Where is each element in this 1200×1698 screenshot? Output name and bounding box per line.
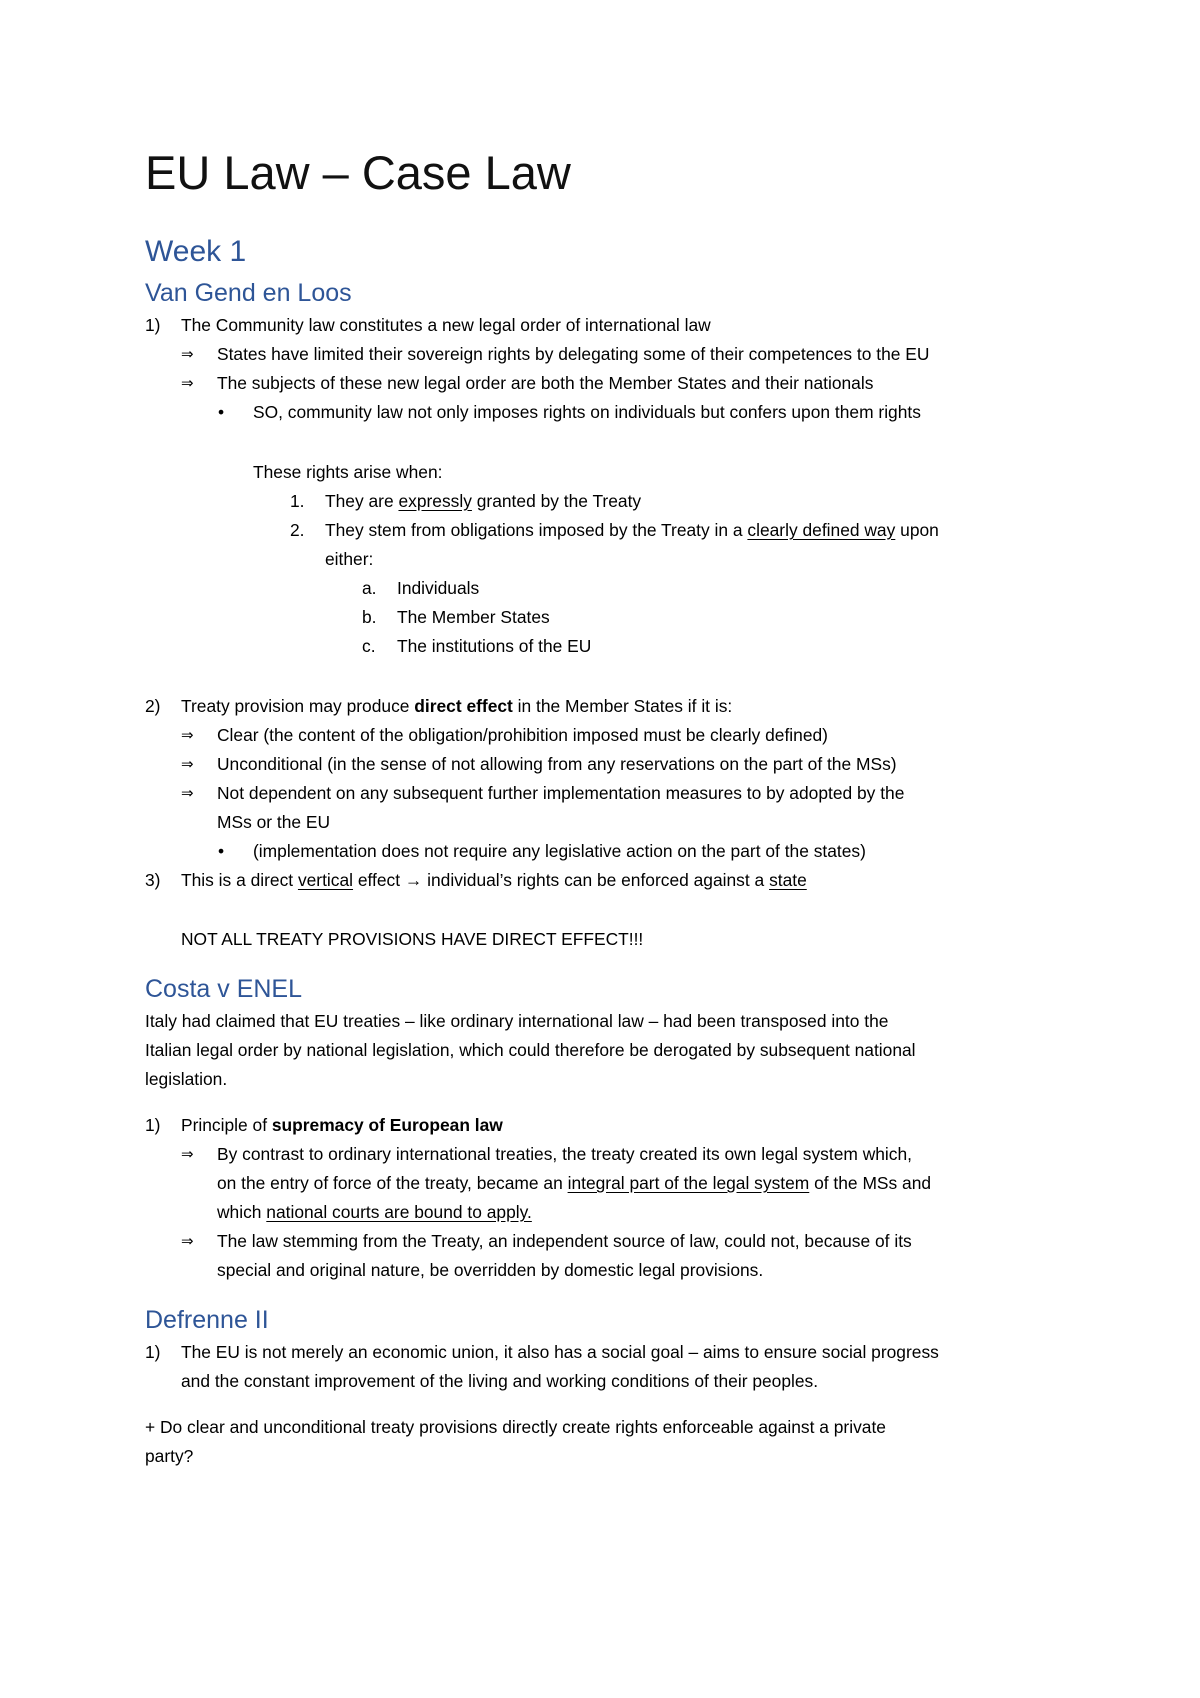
list-item-continuation: which national courts are bound to apply. <box>217 1202 532 1222</box>
arrow-icon: ⇒ <box>181 756 194 773</box>
list-item-continuation: on the entry of force of the treaty, became an integral part of the legal system of the MSs and <box>217 1173 932 1193</box>
list-item-continuation: and the constant improvement of the living and working conditions of their peoples. <box>181 1371 819 1391</box>
rights-intro: These rights arise when: <box>253 462 443 482</box>
arrow-icon: ⇒ <box>181 346 194 363</box>
arrow-icon: ⇒ <box>181 727 194 744</box>
paragraph-line: party? <box>145 1446 194 1466</box>
case-heading-van-gend: Van Gend en Loos <box>145 279 352 307</box>
list-item-continuation: MSs or the EU <box>217 812 331 832</box>
case-heading-costa: Costa v ENEL <box>145 975 303 1003</box>
document-title: EU Law – Case Law <box>145 146 571 199</box>
arrow-icon: ⇒ <box>181 375 194 392</box>
paragraph-line: + Do clear and unconditional treaty provisions directly create rights enforceable against a private <box>145 1417 886 1437</box>
paragraph-line: Italian legal order by national legislation, which could therefore be derogated by subsequent national <box>145 1040 916 1060</box>
list-item-continuation: special and original nature, be overridden by domestic legal provisions. <box>217 1260 764 1280</box>
arrow-icon: ⇒ <box>181 785 194 802</box>
list-item-continuation: either: <box>325 549 374 569</box>
case-heading-defrenne: Defrenne II <box>145 1306 269 1334</box>
week-heading: Week 1 <box>145 235 247 268</box>
emphasis-note: NOT ALL TREATY PROVISIONS HAVE DIRECT EFFECT!!! <box>181 929 644 949</box>
arrow-icon: ⇒ <box>181 1146 194 1163</box>
bullet-icon: • <box>218 402 225 422</box>
document-page: EU Law – Case Law Week 1 Van Gend en Loos 1) The Community law constitutes a new legal order of international law ⇒ States have limited their sovereign rights by delegating some of their competences to the EU ⇒ The subjects of these new legal order are both the Member States and their nationals • SO, community law not only imposes rights on individuals but confers upon them rights These rights arise when: 1. They are expressly granted by the Treaty 2. They stem from obligations imposed by the Treaty in a clearly defined way upon either: a. Individuals b. The Member States c. The institutions of the EU 2) Treaty provision may produce direct effect in the Member States if it is: ⇒ Clear (the content of the obligation/prohibition imposed must be clearly defined) ⇒ Unconditional (in the sense of not allowing from any reservations on the part of the MSs) ⇒ Not dependent on any subsequent further implementation measures to by adopted by the MSs or the EU • (implementation does not require any legislative action on the part of the states) 3) This is a direct vertical effect → individual’s rights can be enforced against a state NOT ALL TREATY PROVISIONS HAVE DIRECT EFFECT!!! Costa v ENEL Italy had claimed that EU treaties – like ordinary international law – had been transposed into the Italian legal order by national legislation, which could therefore be derogated by subsequent national legislation. 1) Principle of supremacy of European law ⇒ By contrast to ordinary international treaties, the treaty created its own legal system which, on the entry of force of the treaty, became an integral part of the legal system of the MSs and which national courts are bound to apply. ⇒ The law stemming from the Treaty, an independent source of law, could not, because of its special and original nature, be overridden by domestic legal provisions. Defrenne II 1) The EU is not merely an economic union, it also has a social goal – aims to ensure social progress and the constant improvement of the living and working conditions of their peoples. + Do clear and unconditional treaty provisions directly create rights enforceable against a private party? <box>0 0 1200 1698</box>
paragraph-line: legislation. <box>145 1069 228 1089</box>
arrow-icon: ⇒ <box>181 1233 194 1250</box>
bullet-icon: • <box>218 841 225 861</box>
paragraph-line: Italy had claimed that EU treaties – like ordinary international law – had been transposed into the <box>145 1011 889 1031</box>
